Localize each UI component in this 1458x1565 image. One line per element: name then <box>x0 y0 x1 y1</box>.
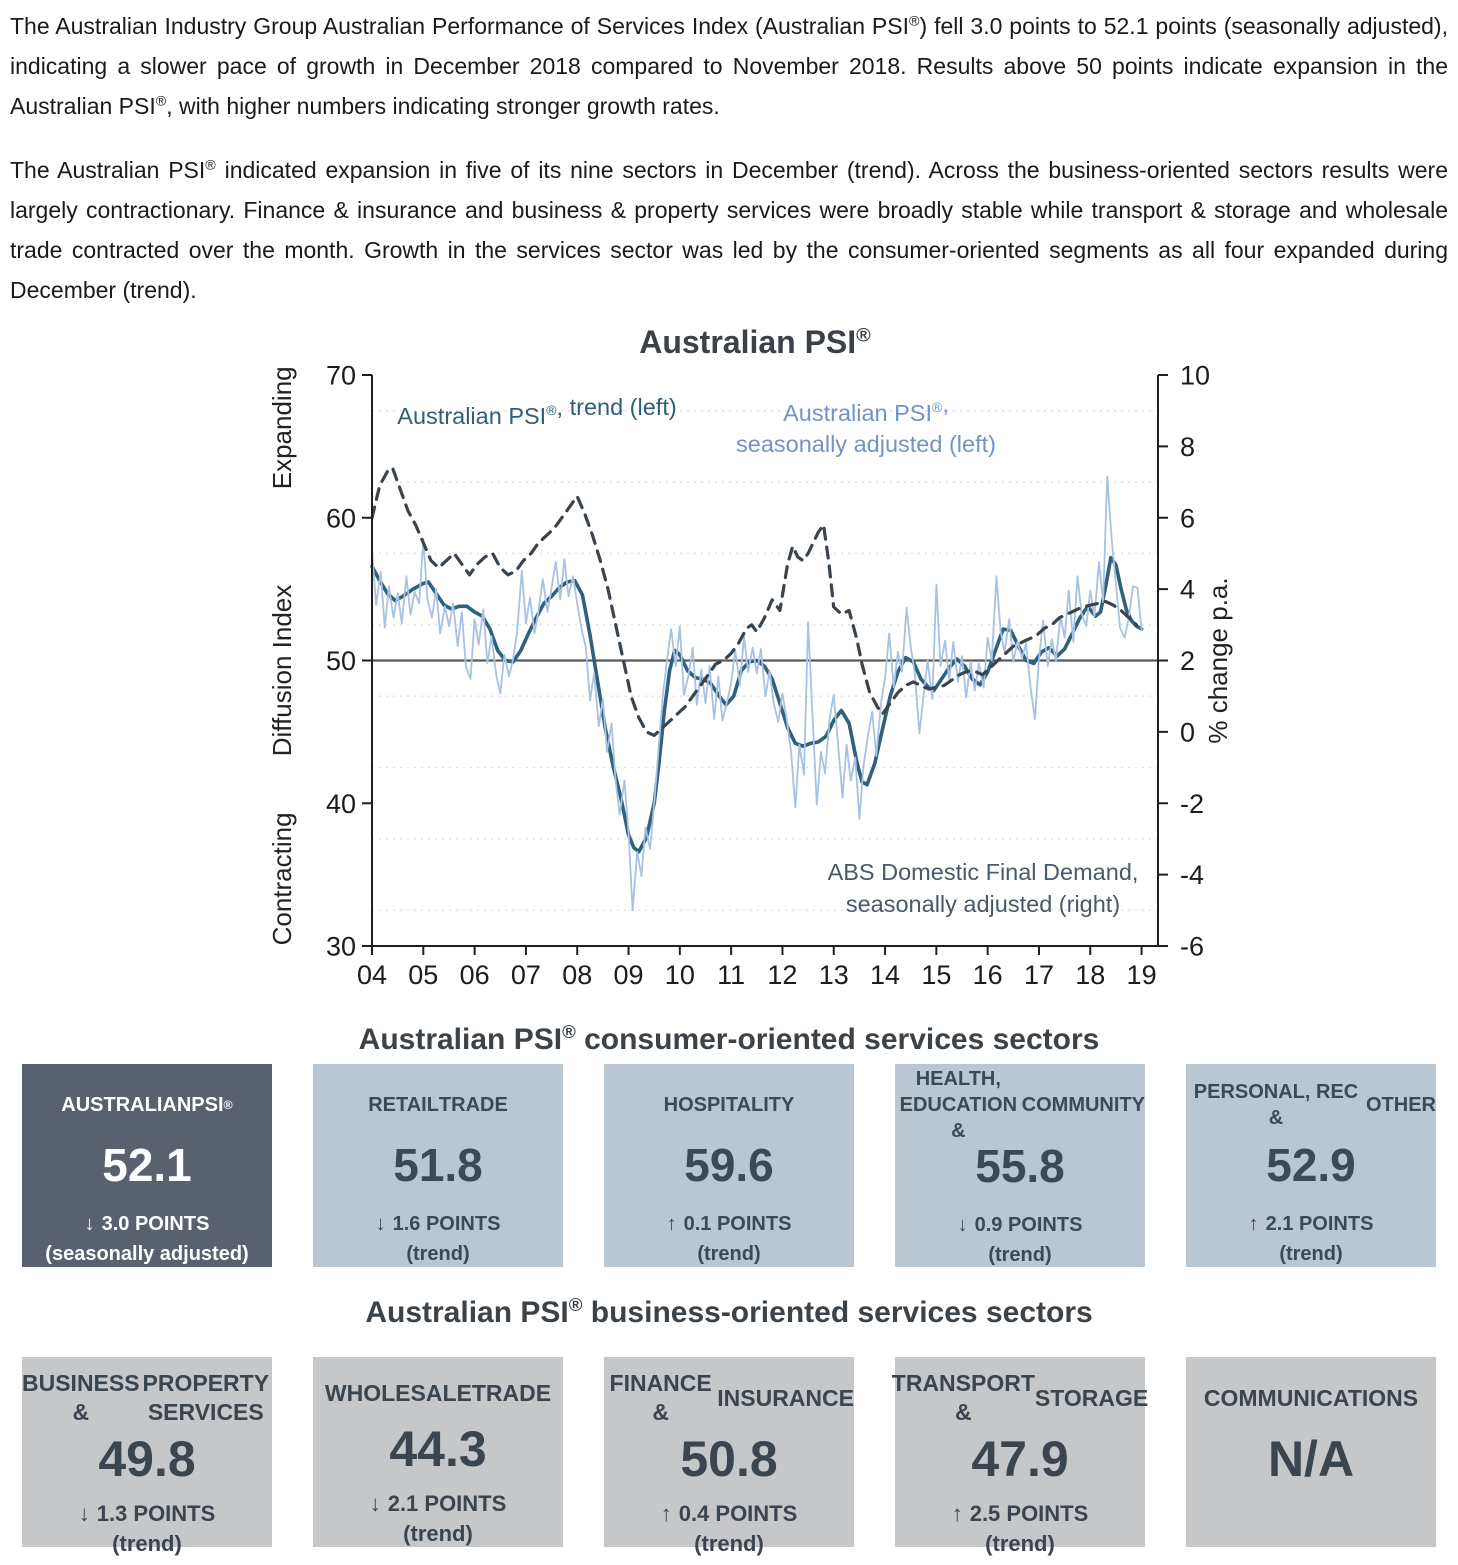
tile-basis: (trend) <box>697 1243 761 1265</box>
left-tick-label: 70 <box>325 362 356 391</box>
points-change-label: 1.6 POINTS <box>392 1213 501 1235</box>
trend-line <box>372 558 1142 852</box>
points-change-label: 3.0 POINTS <box>101 1213 210 1235</box>
tile-points <box>1249 1211 1374 1237</box>
tile-value: 52.1 <box>102 1139 192 1191</box>
x-tick-label: 12 <box>767 960 798 990</box>
abs_dfd-line <box>372 468 1137 736</box>
tile-australian-psi <box>22 1064 272 1267</box>
up-arrow-icon: ↑ <box>951 1501 963 1526</box>
tile-basis: (trend) <box>406 1243 470 1265</box>
tile-basis: (seasonally adjusted) <box>45 1243 249 1265</box>
left-axis-label: Diffusion Index <box>267 584 297 757</box>
sa-line <box>372 476 1142 910</box>
consumer-tiles-row <box>0 1064 1458 1267</box>
right-tick-label: 6 <box>1180 503 1196 534</box>
tile-value: 59.6 <box>684 1139 774 1191</box>
x-tick-label: 06 <box>459 960 490 990</box>
x-tick-label: 05 <box>408 960 439 990</box>
right-tick-label: 2 <box>1180 646 1196 676</box>
x-tick-label: 08 <box>562 960 593 990</box>
tile-basis: (trend) <box>694 1531 764 1556</box>
tile-points <box>661 1501 798 1527</box>
sa-legend: seasonally adjusted (left) <box>736 431 996 457</box>
tile-points <box>952 1501 1089 1527</box>
left-tick-label: 60 <box>325 503 356 534</box>
tile-value: 44.3 <box>389 1421 487 1477</box>
tile-value: 55.8 <box>975 1140 1065 1192</box>
x-tick-label: 09 <box>613 960 644 990</box>
points-change-label: 0.4 POINTS <box>678 1501 798 1526</box>
x-tick-label: 13 <box>818 960 849 990</box>
tile-points <box>958 1212 1083 1238</box>
tile-label: COMMUNICATIONS <box>1203 1384 1419 1411</box>
points-change-label: 2.1 POINTS <box>387 1491 507 1516</box>
x-tick-label: 17 <box>1023 960 1054 990</box>
tile-points <box>376 1211 501 1237</box>
tile-value: N/A <box>1267 1431 1355 1487</box>
tile-hospitality <box>604 1064 854 1267</box>
tile-points <box>370 1491 507 1517</box>
intro-paragraph-1: The Australian Industry Group Australian Performance of Services Index (Australian PSI®) fell 3.0 points to 52.1 points (seasonally adjusted), indicating a slower pace of growth in December 2018 compared to November 2018. Results above 50 points indicate expansion in the Australian PSI®, with higher numbers indicating stronger growth rates. <box>10 13 1448 119</box>
x-tick-label: 19 <box>1126 960 1157 990</box>
up-arrow-icon: ↑ <box>1248 1213 1259 1235</box>
tile-label: HEALTH, EDUCATION & COMMUNITY <box>899 1068 1145 1142</box>
contracting-zone-label: Contracting <box>267 812 297 946</box>
x-tick-label: 16 <box>972 960 1003 990</box>
x-tick-label: 04 <box>356 960 388 990</box>
tile-wholesale-trade <box>313 1357 563 1547</box>
tile-value: 51.8 <box>393 1139 483 1191</box>
trend-legend: Australian PSI®, trend (left) <box>397 394 677 429</box>
tile-basis: (trend) <box>988 1244 1052 1266</box>
tile-transport-storage <box>891 1357 1149 1556</box>
business-tiles-row <box>0 1357 1458 1556</box>
tile-value: 52.9 <box>1266 1139 1356 1191</box>
tile-value: 47.9 <box>971 1431 1069 1487</box>
right-tick-label: -2 <box>1180 788 1205 819</box>
right-tick-label: 4 <box>1180 574 1196 605</box>
left-tick-label: 40 <box>325 788 356 819</box>
points-change-label: 2.5 POINTS <box>969 1501 1089 1526</box>
x-tick-label: 07 <box>510 960 541 990</box>
tile-personal-rec-other <box>1186 1064 1436 1267</box>
tile-points <box>1308 1501 1315 1527</box>
down-arrow-icon: ↓ <box>78 1501 90 1526</box>
x-tick-label: 15 <box>921 960 952 990</box>
tile-business-property-services <box>22 1357 272 1556</box>
x-tick-label: 18 <box>1075 960 1106 990</box>
tile-label: BUSINESS & PROPERTY SERVICES <box>22 1370 270 1425</box>
right-tick-label: -6 <box>1180 931 1205 962</box>
tile-label: TRANSPORT & STORAGE <box>891 1370 1149 1425</box>
tile-points <box>79 1501 216 1527</box>
right-tick-label: 8 <box>1180 431 1196 462</box>
tile-label: FINANCE & INSURANCE <box>609 1370 854 1425</box>
x-tick-label: 11 <box>717 960 746 990</box>
down-arrow-icon: ↓ <box>375 1213 386 1235</box>
tile-communications <box>1186 1357 1436 1547</box>
business-sectors-heading: Australian PSI® business-oriented services sectors <box>365 1294 1093 1329</box>
x-tick-label: 10 <box>664 960 695 990</box>
down-arrow-icon: ↓ <box>84 1213 95 1235</box>
points-change-label: 2.1 POINTS <box>1265 1213 1374 1235</box>
left-tick-label: 50 <box>325 646 356 676</box>
abs-legend: ABS Domestic Final Demand, <box>827 859 1139 885</box>
chart-title: Australian PSI® <box>639 324 871 360</box>
up-arrow-icon: ↑ <box>666 1213 677 1235</box>
tile-finance-insurance <box>604 1357 854 1556</box>
tile-basis: (trend) <box>1279 1243 1343 1265</box>
right-tick-label: 10 <box>1180 362 1211 391</box>
expanding-zone-label: Expanding <box>267 366 297 490</box>
x-tick-label: 14 <box>870 960 901 990</box>
psi-chart-block <box>250 322 1260 994</box>
consumer-sectors-heading: Australian PSI® consumer-oriented services sectors <box>358 1021 1100 1056</box>
right-tick-label: -4 <box>1180 860 1205 891</box>
tile-value: 49.8 <box>98 1431 196 1487</box>
tile-label: HOSPITALITY <box>663 1093 795 1116</box>
psi-chart <box>250 362 1260 994</box>
sa-legend: Australian PSI®, <box>783 391 949 426</box>
tile-basis: (trend) <box>985 1531 1055 1556</box>
tile-label: AUSTRALIAN PSI ® <box>61 1093 233 1116</box>
tile-retail-trade <box>313 1064 563 1267</box>
tile-basis: (trend) <box>112 1531 182 1556</box>
intro-paragraph-2: The Australian PSI® indicated expansion in five of its nine sectors in December (trend). Across the business-oriented sectors results were largely contractionary. Finance & insurance and business & property services were broadly stable while transport & storage and wholesale trade contracted over the month. Growth in the services sector was led by the consumer-oriented segments as all four expanded during December (trend). <box>10 157 1449 303</box>
abs-legend: seasonally adjusted (right) <box>845 891 1121 917</box>
right-axis-label: % change p.a. <box>1203 577 1233 744</box>
tile-label: PERSONAL, REC & OTHER <box>1193 1080 1436 1129</box>
tile-points <box>667 1211 792 1237</box>
tile-points <box>85 1211 210 1237</box>
points-change-label: 0.9 POINTS <box>974 1214 1083 1236</box>
tile-basis: (trend) <box>403 1521 473 1546</box>
up-arrow-icon: ↑ <box>660 1501 672 1526</box>
tile-health-education-community <box>895 1064 1145 1267</box>
down-arrow-icon: ↓ <box>957 1214 968 1236</box>
points-change-label: 1.3 POINTS <box>96 1501 216 1526</box>
down-arrow-icon: ↓ <box>369 1491 381 1516</box>
right-tick-label: 0 <box>1180 717 1196 748</box>
tile-value: 50.8 <box>680 1431 778 1487</box>
tile-label: WHOLESALE TRADE <box>324 1379 552 1406</box>
tile-label: RETAIL TRADE <box>368 1093 508 1116</box>
left-tick-label: 30 <box>325 931 356 962</box>
points-change-label: 0.1 POINTS <box>683 1213 792 1235</box>
